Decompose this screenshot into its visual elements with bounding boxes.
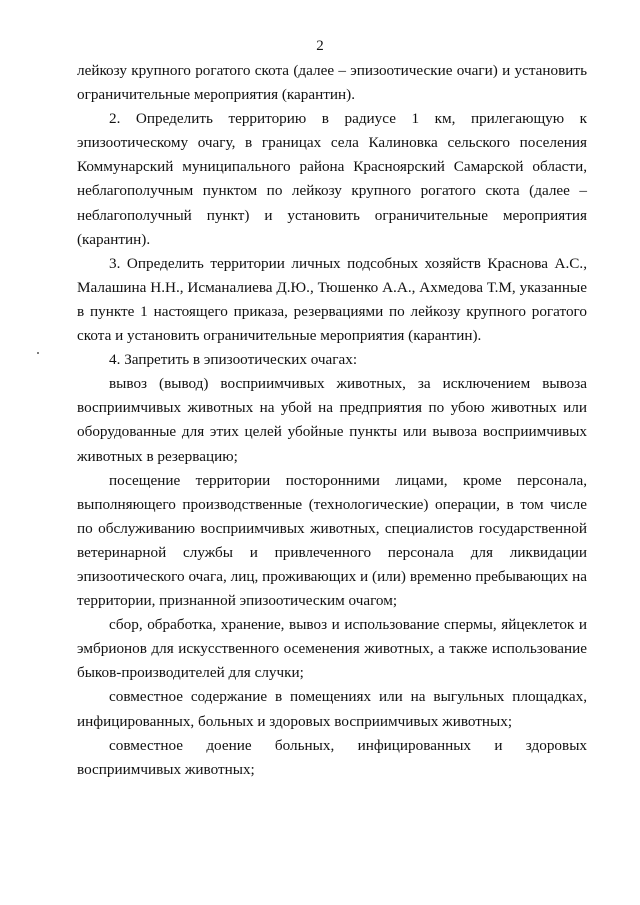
prohibition-semen-embryos: сбор, обработка, хранение, вывоз и использование спермы, яйцеклеток и эмбрионов для искусственного осеменения животных, а также использование быков-производителей для случки; [77,616,587,682]
scan-speck [37,352,39,354]
prohibition-joint-milking: совместное доение больных, инфицированных и здоровых восприимчивых животных; [77,736,587,778]
paragraph-item-3: 3. Определить территории личных подсобных хозяйств Краснова А.С., Малашина Н.Н., Исманалиева Д.Ю., Тюшенко А.А., Ахмедова Т.М, указанные в пункте 1 настоящего приказа, резервациями по лейкозу крупного рогатого скота и установить ограничительные мероприятия (карантин). [77,254,587,345]
document-body [77,59,587,782]
prohibition-visits: посещение территории посторонними лицами, кроме персонала, выполняющего производственные (технологические) операции, в том числе по обслуживанию восприимчивых животных, специалистов государственной ветеринарной службы и привлеченного персонала для ликвидации эпизоотического очага, лиц, проживающих и (или) временно пребывающих на территории, признанной эпизоотическим очагом; [77,471,587,610]
prohibition-joint-housing: совместное содержание в помещениях или на выгульных площадках, инфицированных, больных и здоровых восприимчивых животных; [77,688,587,730]
paragraph-item-4: 4. Запретить в эпизоотических очагах: [109,351,358,369]
prohibition-export: вывоз (вывод) восприимчивых животных, за исключением вывоза восприимчивых животных на убой на предприятия по убою животных или оборудованные для этих целей убойные пункты или вывоза восприимчивых животных в резервацию; [77,375,587,465]
page-number: 2 [316,38,324,54]
paragraph-item-2: 2. Определить территорию в радиусе 1 км, прилегающую к эпизоотическому очагу, в границах села Калиновка сельского поселения Коммунарский муниципального района Красноярский Самарской области, неблагополучным пунктом по лейкозу крупного рогатого скота (далее – неблагополучный пункт) и установить ограничительные мероприятия (карантин). [77,110,587,248]
paragraph-continuation: лейкозу крупного рогатого скота (далее – эпизоотические очаги) и установить ограничительные мероприятия (карантин). [77,62,587,104]
